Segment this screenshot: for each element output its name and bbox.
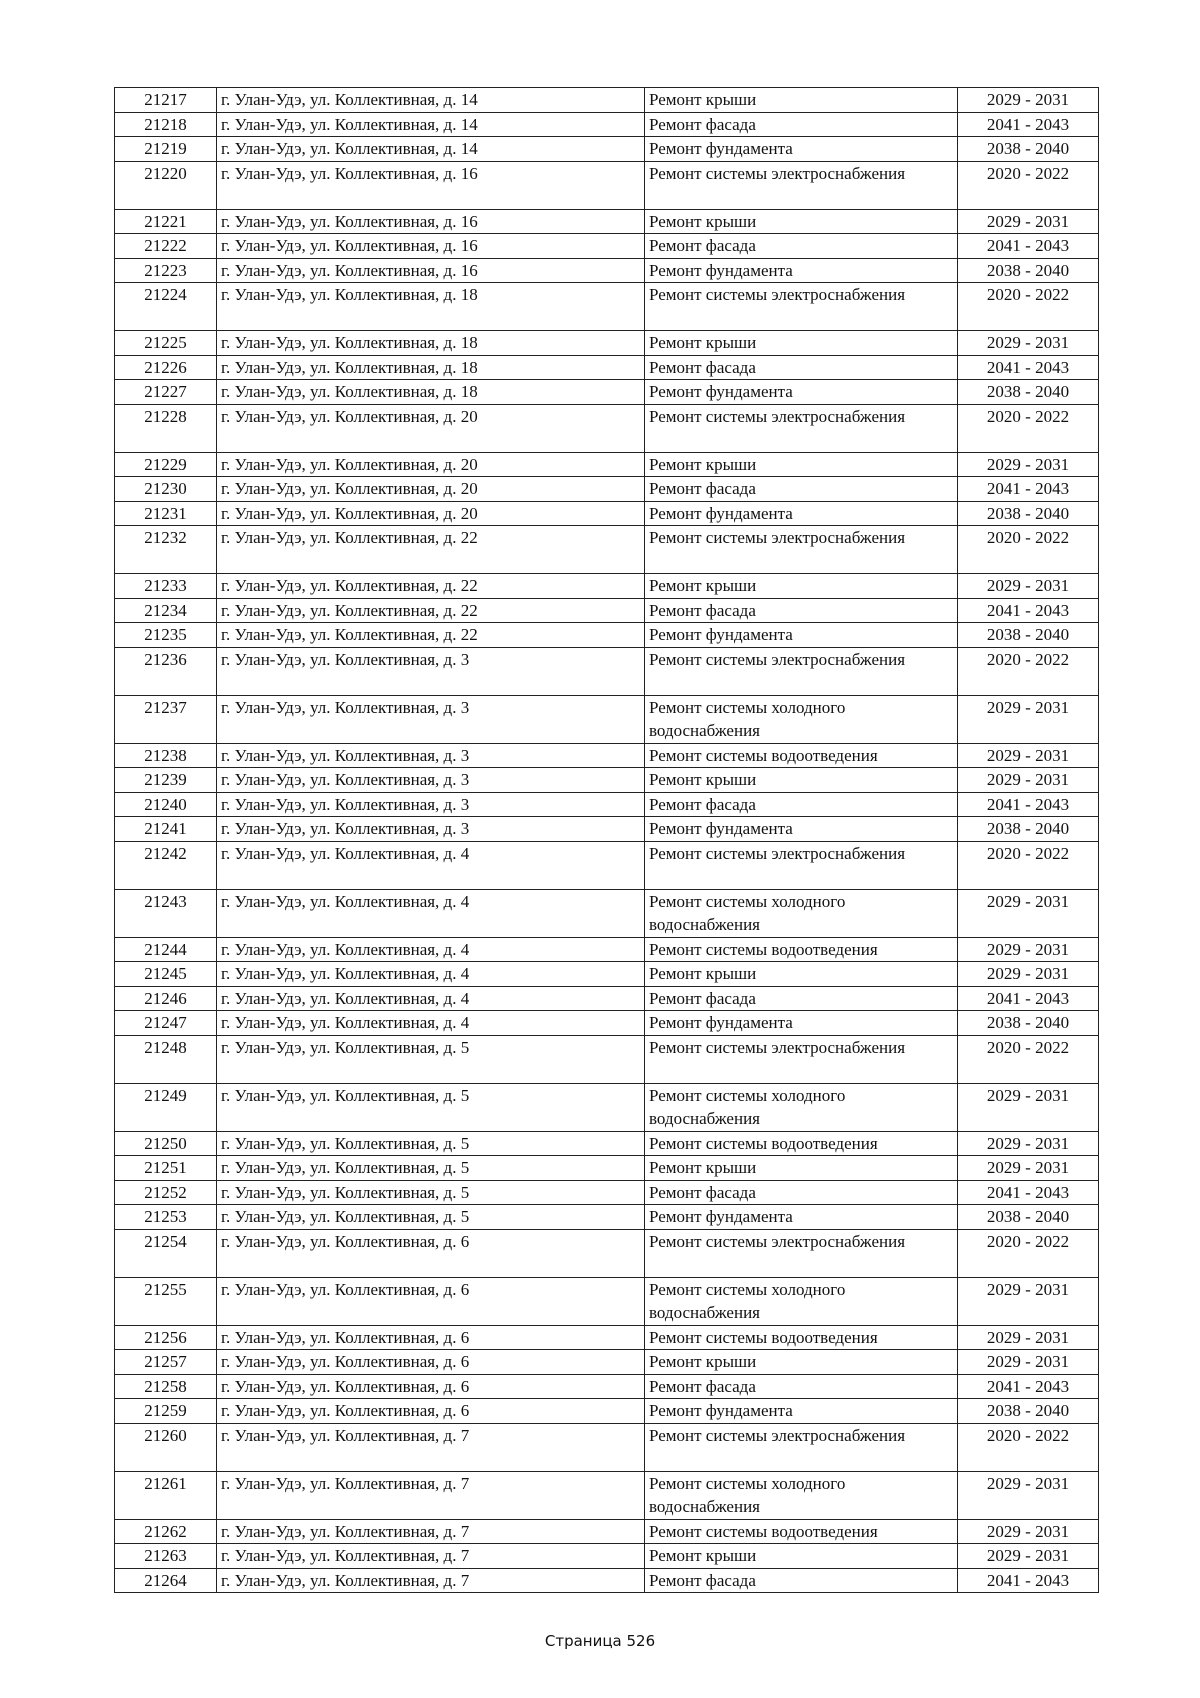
- period-cell: 2041 - 2043: [958, 1374, 1099, 1399]
- period-cell: 2020 - 2022: [958, 647, 1099, 695]
- table-row: [115, 1568, 1099, 1593]
- work-type-cell: Ремонт системы электроснабжения: [645, 161, 958, 209]
- row-number: 21247: [115, 1011, 217, 1036]
- address-cell: г. Улан-Удэ, ул. Коллективная, д. 22: [217, 526, 645, 574]
- row-number: 21218: [115, 112, 217, 137]
- address-cell: г. Улан-Удэ, ул. Коллективная, д. 6: [217, 1229, 645, 1277]
- table-row: [115, 962, 1099, 987]
- row-number: 21259: [115, 1399, 217, 1424]
- work-type-cell: Ремонт фундамента: [645, 137, 958, 162]
- table-row: [115, 380, 1099, 405]
- row-number: 21228: [115, 404, 217, 452]
- address-cell: г. Улан-Удэ, ул. Коллективная, д. 5: [217, 1156, 645, 1181]
- row-number: 21254: [115, 1229, 217, 1277]
- work-type-cell: Ремонт фундамента: [645, 623, 958, 648]
- table-row: [115, 1399, 1099, 1424]
- address-cell: г. Улан-Удэ, ул. Коллективная, д. 6: [217, 1399, 645, 1424]
- table-row: [115, 889, 1099, 937]
- address-cell: г. Улан-Удэ, ул. Коллективная, д. 7: [217, 1568, 645, 1593]
- table-row: [115, 477, 1099, 502]
- work-type-cell: Ремонт системы электроснабжения: [645, 283, 958, 331]
- table-row: [115, 1011, 1099, 1036]
- table-row: [115, 1471, 1099, 1519]
- work-type-cell: Ремонт крыши: [645, 1544, 958, 1569]
- row-number: 21219: [115, 137, 217, 162]
- row-number: 21221: [115, 209, 217, 234]
- period-cell: 2020 - 2022: [958, 1229, 1099, 1277]
- period-cell: 2041 - 2043: [958, 1568, 1099, 1593]
- repair-schedule-table: [114, 87, 1099, 1593]
- table-row: [115, 1205, 1099, 1230]
- period-cell: 2029 - 2031: [958, 962, 1099, 987]
- row-number: 21243: [115, 889, 217, 937]
- period-cell: 2029 - 2031: [958, 889, 1099, 937]
- table-row: [115, 112, 1099, 137]
- period-cell: 2029 - 2031: [958, 743, 1099, 768]
- period-cell: 2038 - 2040: [958, 1399, 1099, 1424]
- period-cell: 2020 - 2022: [958, 841, 1099, 889]
- row-number: 21230: [115, 477, 217, 502]
- table-row: [115, 1180, 1099, 1205]
- row-number: 21237: [115, 695, 217, 743]
- table-row: [115, 1035, 1099, 1083]
- row-number: 21235: [115, 623, 217, 648]
- row-number: 21256: [115, 1325, 217, 1350]
- table-row: [115, 1277, 1099, 1325]
- work-type-cell: Ремонт системы водоотведения: [645, 1131, 958, 1156]
- address-cell: г. Улан-Удэ, ул. Коллективная, д. 16: [217, 234, 645, 259]
- period-cell: 2029 - 2031: [958, 331, 1099, 356]
- work-type-cell: Ремонт системы холодного водоснабжения: [645, 889, 958, 937]
- address-cell: г. Улан-Удэ, ул. Коллективная, д. 3: [217, 647, 645, 695]
- period-cell: 2029 - 2031: [958, 1519, 1099, 1544]
- table-row: [115, 1131, 1099, 1156]
- work-type-cell: Ремонт системы холодного водоснабжения: [645, 1083, 958, 1131]
- row-number: 21236: [115, 647, 217, 695]
- table-row: [115, 404, 1099, 452]
- table-row: [115, 623, 1099, 648]
- period-cell: 2038 - 2040: [958, 1205, 1099, 1230]
- period-cell: 2029 - 2031: [958, 574, 1099, 599]
- row-number: 21226: [115, 355, 217, 380]
- period-cell: 2029 - 2031: [958, 695, 1099, 743]
- address-cell: г. Улан-Удэ, ул. Коллективная, д. 4: [217, 841, 645, 889]
- address-cell: г. Улан-Удэ, ул. Коллективная, д. 22: [217, 623, 645, 648]
- row-number: 21240: [115, 792, 217, 817]
- period-cell: 2020 - 2022: [958, 283, 1099, 331]
- row-number: 21220: [115, 161, 217, 209]
- table-row: [115, 792, 1099, 817]
- period-cell: 2041 - 2043: [958, 112, 1099, 137]
- table-row: [115, 695, 1099, 743]
- table-row: [115, 817, 1099, 842]
- period-cell: 2029 - 2031: [958, 1325, 1099, 1350]
- row-number: 21244: [115, 937, 217, 962]
- row-number: 21225: [115, 331, 217, 356]
- row-number: 21246: [115, 986, 217, 1011]
- address-cell: г. Улан-Удэ, ул. Коллективная, д. 4: [217, 986, 645, 1011]
- period-cell: 2038 - 2040: [958, 1011, 1099, 1036]
- work-type-cell: Ремонт фундамента: [645, 1205, 958, 1230]
- row-number: 21233: [115, 574, 217, 599]
- row-number: 21234: [115, 598, 217, 623]
- row-number: 21255: [115, 1277, 217, 1325]
- work-type-cell: Ремонт системы электроснабжения: [645, 404, 958, 452]
- period-cell: 2029 - 2031: [958, 1156, 1099, 1181]
- address-cell: г. Улан-Удэ, ул. Коллективная, д. 5: [217, 1180, 645, 1205]
- work-type-cell: Ремонт системы электроснабжения: [645, 1423, 958, 1471]
- table-row: [115, 526, 1099, 574]
- table-row: [115, 355, 1099, 380]
- period-cell: 2041 - 2043: [958, 792, 1099, 817]
- address-cell: г. Улан-Удэ, ул. Коллективная, д. 6: [217, 1374, 645, 1399]
- address-cell: г. Улан-Удэ, ул. Коллективная, д. 3: [217, 695, 645, 743]
- work-type-cell: Ремонт системы водоотведения: [645, 1519, 958, 1544]
- row-number: 21239: [115, 768, 217, 793]
- address-cell: г. Улан-Удэ, ул. Коллективная, д. 22: [217, 574, 645, 599]
- work-type-cell: Ремонт системы электроснабжения: [645, 1229, 958, 1277]
- period-cell: 2038 - 2040: [958, 380, 1099, 405]
- period-cell: 2038 - 2040: [958, 623, 1099, 648]
- row-number: 21261: [115, 1471, 217, 1519]
- period-cell: 2029 - 2031: [958, 1131, 1099, 1156]
- work-type-cell: Ремонт крыши: [645, 1350, 958, 1375]
- row-number: 21245: [115, 962, 217, 987]
- address-cell: г. Улан-Удэ, ул. Коллективная, д. 4: [217, 962, 645, 987]
- period-cell: 2038 - 2040: [958, 258, 1099, 283]
- address-cell: г. Улан-Удэ, ул. Коллективная, д. 3: [217, 817, 645, 842]
- row-number: 21258: [115, 1374, 217, 1399]
- table-row: [115, 937, 1099, 962]
- table-row: [115, 1423, 1099, 1471]
- row-number: 21241: [115, 817, 217, 842]
- table-row: [115, 574, 1099, 599]
- address-cell: г. Улан-Удэ, ул. Коллективная, д. 7: [217, 1519, 645, 1544]
- address-cell: г. Улан-Удэ, ул. Коллективная, д. 5: [217, 1083, 645, 1131]
- table-row: [115, 1519, 1099, 1544]
- table-row: [115, 1083, 1099, 1131]
- period-cell: 2041 - 2043: [958, 598, 1099, 623]
- address-cell: г. Улан-Удэ, ул. Коллективная, д. 18: [217, 283, 645, 331]
- period-cell: 2029 - 2031: [958, 1083, 1099, 1131]
- address-cell: г. Улан-Удэ, ул. Коллективная, д. 16: [217, 209, 645, 234]
- address-cell: г. Улан-Удэ, ул. Коллективная, д. 7: [217, 1544, 645, 1569]
- period-cell: 2020 - 2022: [958, 1423, 1099, 1471]
- period-cell: 2029 - 2031: [958, 1277, 1099, 1325]
- row-number: 21232: [115, 526, 217, 574]
- table-row: [115, 1544, 1099, 1569]
- address-cell: г. Улан-Удэ, ул. Коллективная, д. 3: [217, 792, 645, 817]
- address-cell: г. Улан-Удэ, ул. Коллективная, д. 7: [217, 1423, 645, 1471]
- table-row: [115, 283, 1099, 331]
- work-type-cell: Ремонт фасада: [645, 1374, 958, 1399]
- address-cell: г. Улан-Удэ, ул. Коллективная, д. 3: [217, 743, 645, 768]
- work-type-cell: Ремонт крыши: [645, 768, 958, 793]
- table-row: [115, 501, 1099, 526]
- row-number: 21217: [115, 88, 217, 113]
- table-row: [115, 258, 1099, 283]
- period-cell: 2038 - 2040: [958, 501, 1099, 526]
- period-cell: 2041 - 2043: [958, 477, 1099, 502]
- work-type-cell: Ремонт крыши: [645, 88, 958, 113]
- address-cell: г. Улан-Удэ, ул. Коллективная, д. 6: [217, 1325, 645, 1350]
- address-cell: г. Улан-Удэ, ул. Коллективная, д. 6: [217, 1350, 645, 1375]
- row-number: 21257: [115, 1350, 217, 1375]
- address-cell: г. Улан-Удэ, ул. Коллективная, д. 4: [217, 889, 645, 937]
- work-type-cell: Ремонт фасада: [645, 598, 958, 623]
- row-number: 21242: [115, 841, 217, 889]
- work-type-cell: Ремонт системы водоотведения: [645, 1325, 958, 1350]
- table-row: [115, 768, 1099, 793]
- table-row: [115, 1156, 1099, 1181]
- address-cell: г. Улан-Удэ, ул. Коллективная, д. 14: [217, 137, 645, 162]
- period-cell: 2029 - 2031: [958, 768, 1099, 793]
- period-cell: 2029 - 2031: [958, 937, 1099, 962]
- work-type-cell: Ремонт системы электроснабжения: [645, 1035, 958, 1083]
- period-cell: 2029 - 2031: [958, 1544, 1099, 1569]
- work-type-cell: Ремонт системы электроснабжения: [645, 647, 958, 695]
- work-type-cell: Ремонт фасада: [645, 792, 958, 817]
- table-row: [115, 647, 1099, 695]
- address-cell: г. Улан-Удэ, ул. Коллективная, д. 16: [217, 161, 645, 209]
- address-cell: г. Улан-Удэ, ул. Коллективная, д. 6: [217, 1277, 645, 1325]
- row-number: 21263: [115, 1544, 217, 1569]
- address-cell: г. Улан-Удэ, ул. Коллективная, д. 3: [217, 768, 645, 793]
- row-number: 21251: [115, 1156, 217, 1181]
- row-number: 21238: [115, 743, 217, 768]
- period-cell: 2041 - 2043: [958, 355, 1099, 380]
- period-cell: 2029 - 2031: [958, 1350, 1099, 1375]
- row-number: 21252: [115, 1180, 217, 1205]
- address-cell: г. Улан-Удэ, ул. Коллективная, д. 5: [217, 1205, 645, 1230]
- table-row: [115, 986, 1099, 1011]
- row-number: 21227: [115, 380, 217, 405]
- work-type-cell: Ремонт системы холодного водоснабжения: [645, 695, 958, 743]
- table-row: [115, 1350, 1099, 1375]
- address-cell: г. Улан-Удэ, ул. Коллективная, д. 4: [217, 1011, 645, 1036]
- table-row: [115, 841, 1099, 889]
- work-type-cell: Ремонт фасада: [645, 234, 958, 259]
- row-number: 21231: [115, 501, 217, 526]
- work-type-cell: Ремонт системы водоотведения: [645, 937, 958, 962]
- period-cell: 2029 - 2031: [958, 1471, 1099, 1519]
- row-number: 21260: [115, 1423, 217, 1471]
- table-row: [115, 209, 1099, 234]
- row-number: 21229: [115, 452, 217, 477]
- work-type-cell: Ремонт крыши: [645, 452, 958, 477]
- period-cell: 2020 - 2022: [958, 404, 1099, 452]
- table-row: [115, 234, 1099, 259]
- work-type-cell: Ремонт фасада: [645, 986, 958, 1011]
- work-type-cell: Ремонт фундамента: [645, 817, 958, 842]
- table-row: [115, 161, 1099, 209]
- work-type-cell: Ремонт фундамента: [645, 258, 958, 283]
- period-cell: 2020 - 2022: [958, 161, 1099, 209]
- period-cell: 2041 - 2043: [958, 1180, 1099, 1205]
- work-type-cell: Ремонт системы электроснабжения: [645, 841, 958, 889]
- table-row: [115, 137, 1099, 162]
- work-type-cell: Ремонт фундамента: [645, 1399, 958, 1424]
- row-number: 21264: [115, 1568, 217, 1593]
- address-cell: г. Улан-Удэ, ул. Коллективная, д. 20: [217, 452, 645, 477]
- table-row: [115, 452, 1099, 477]
- work-type-cell: Ремонт фасада: [645, 477, 958, 502]
- work-type-cell: Ремонт фундамента: [645, 1011, 958, 1036]
- table-row: [115, 1325, 1099, 1350]
- row-number: 21249: [115, 1083, 217, 1131]
- table-row: [115, 88, 1099, 113]
- work-type-cell: Ремонт крыши: [645, 331, 958, 356]
- address-cell: г. Улан-Удэ, ул. Коллективная, д. 18: [217, 331, 645, 356]
- work-type-cell: Ремонт фасада: [645, 112, 958, 137]
- table-row: [115, 1374, 1099, 1399]
- period-cell: 2020 - 2022: [958, 526, 1099, 574]
- address-cell: г. Улан-Удэ, ул. Коллективная, д. 18: [217, 355, 645, 380]
- period-cell: 2041 - 2043: [958, 234, 1099, 259]
- address-cell: г. Улан-Удэ, ул. Коллективная, д. 5: [217, 1131, 645, 1156]
- work-type-cell: Ремонт системы электроснабжения: [645, 526, 958, 574]
- period-cell: 2041 - 2043: [958, 986, 1099, 1011]
- address-cell: г. Улан-Удэ, ул. Коллективная, д. 20: [217, 501, 645, 526]
- period-cell: 2029 - 2031: [958, 88, 1099, 113]
- work-type-cell: Ремонт крыши: [645, 574, 958, 599]
- period-cell: 2038 - 2040: [958, 817, 1099, 842]
- row-number: 21250: [115, 1131, 217, 1156]
- work-type-cell: Ремонт фасада: [645, 1180, 958, 1205]
- work-type-cell: Ремонт системы холодного водоснабжения: [645, 1277, 958, 1325]
- row-number: 21253: [115, 1205, 217, 1230]
- work-type-cell: Ремонт крыши: [645, 209, 958, 234]
- address-cell: г. Улан-Удэ, ул. Коллективная, д. 18: [217, 380, 645, 405]
- work-type-cell: Ремонт крыши: [645, 1156, 958, 1181]
- work-type-cell: Ремонт фасада: [645, 1568, 958, 1593]
- address-cell: г. Улан-Удэ, ул. Коллективная, д. 4: [217, 937, 645, 962]
- work-type-cell: Ремонт крыши: [645, 962, 958, 987]
- row-number: 21262: [115, 1519, 217, 1544]
- table-row: [115, 598, 1099, 623]
- address-cell: г. Улан-Удэ, ул. Коллективная, д. 14: [217, 88, 645, 113]
- address-cell: г. Улан-Удэ, ул. Коллективная, д. 22: [217, 598, 645, 623]
- address-cell: г. Улан-Удэ, ул. Коллективная, д. 14: [217, 112, 645, 137]
- work-type-cell: Ремонт фундамента: [645, 380, 958, 405]
- page-number: Страница 526: [544, 1632, 656, 1650]
- address-cell: г. Улан-Удэ, ул. Коллективная, д. 7: [217, 1471, 645, 1519]
- table-body: [115, 88, 1099, 1593]
- table-row: [115, 1229, 1099, 1277]
- work-type-cell: Ремонт фасада: [645, 355, 958, 380]
- row-number: 21248: [115, 1035, 217, 1083]
- address-cell: г. Улан-Удэ, ул. Коллективная, д. 20: [217, 477, 645, 502]
- period-cell: 2038 - 2040: [958, 137, 1099, 162]
- period-cell: 2029 - 2031: [958, 209, 1099, 234]
- work-type-cell: Ремонт фундамента: [645, 501, 958, 526]
- row-number: 21223: [115, 258, 217, 283]
- table-row: [115, 331, 1099, 356]
- period-cell: 2020 - 2022: [958, 1035, 1099, 1083]
- table-row: [115, 743, 1099, 768]
- address-cell: г. Улан-Удэ, ул. Коллективная, д. 20: [217, 404, 645, 452]
- work-type-cell: Ремонт системы холодного водоснабжения: [645, 1471, 958, 1519]
- work-type-cell: Ремонт системы водоотведения: [645, 743, 958, 768]
- row-number: 21222: [115, 234, 217, 259]
- address-cell: г. Улан-Удэ, ул. Коллективная, д. 5: [217, 1035, 645, 1083]
- period-cell: 2029 - 2031: [958, 452, 1099, 477]
- row-number: 21224: [115, 283, 217, 331]
- address-cell: г. Улан-Удэ, ул. Коллективная, д. 16: [217, 258, 645, 283]
